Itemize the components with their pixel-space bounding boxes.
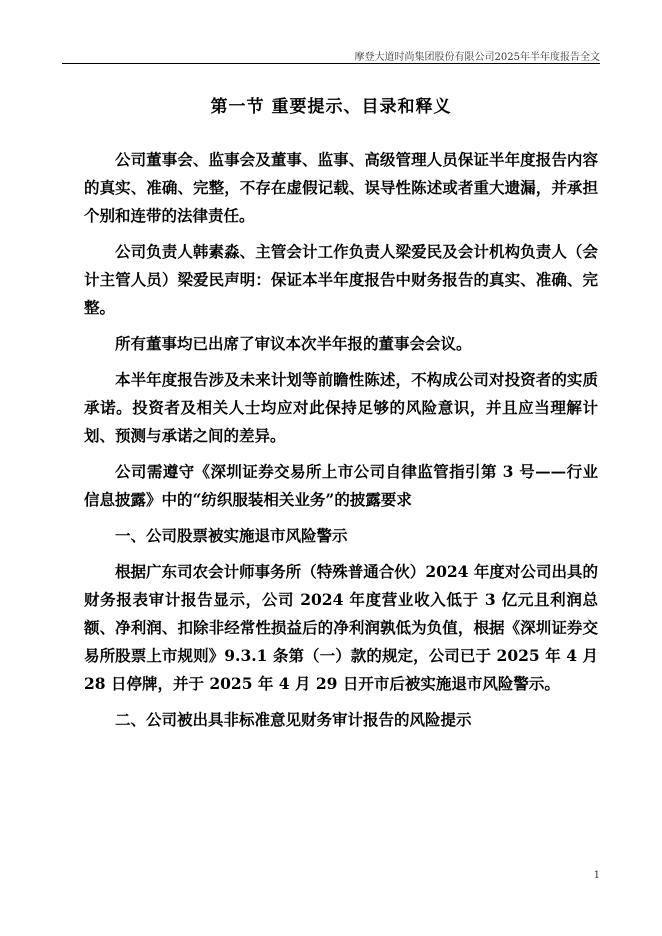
heading-nonstandard-audit: 二、公司被出具非标准意见财务审计报告的风险提示 bbox=[115, 710, 472, 729]
running-header: 摩登大道时尚集团股份有限公司2025年半年度报告全文 bbox=[354, 52, 600, 63]
heading-delisting-risk: 一、公司股票被实施退市风险警示 bbox=[115, 526, 348, 545]
paragraph-forward-looking: 本半年度报告涉及未来计划等前瞻性陈述，不构成公司对投资者的实质承诺。投资者及相关人士均应对此保持足够的风险意识，并且应当理解计划、预测与承诺之间的差异。 bbox=[84, 370, 598, 445]
page-number: 1 bbox=[593, 870, 600, 881]
paragraph-responsible-persons: 公司负责人韩素淼、主管会计工作负责人梁爱民及会计机构负责人（会计主管人员）梁爱民声明：保证本半年度报告中财务报告的真实、准确、完整。 bbox=[84, 242, 598, 317]
section-title: 第一节 重要提示、目录和释义 bbox=[210, 97, 452, 117]
body-text bbox=[84, 146, 598, 742]
paragraph-board-guarantee: 公司董事会、监事会及董事、监事、高级管理人员保证半年度报告内容的真实、准确、完整，不存在虚假记载、误导性陈述或者重大遗漏，并承担个别和连带的法律责任。 bbox=[84, 150, 598, 225]
paragraph-delisting-detail: 根据广东司农会计师事务所（特殊普通合伙）2024 年度对公司出具的财务报表审计报告显示，公司 2024 年度营业收入低于 3 亿元且利润总额、净利润、扣除非经常性损益后的净利润孰低为负值，根据《深圳证券交易所股票上市规则》9.3.1 条第（一）款的规定，公司已于 2025 年 4 月 28 日停牌，并于 2025 年 4 月 29 日开市后被实施退市风险警示。 bbox=[84, 562, 598, 693]
paragraph-disclosure-guideline: 公司需遵守《深圳证券交易所上市公司自律监管指引第 3 号——行业信息披露》中的“纺织服装相关业务”的披露要求 bbox=[84, 462, 598, 509]
paragraph-directors-attendance: 所有董事均已出席了审议本次半年报的董事会会议。 bbox=[115, 334, 472, 353]
header-divider bbox=[62, 63, 600, 64]
